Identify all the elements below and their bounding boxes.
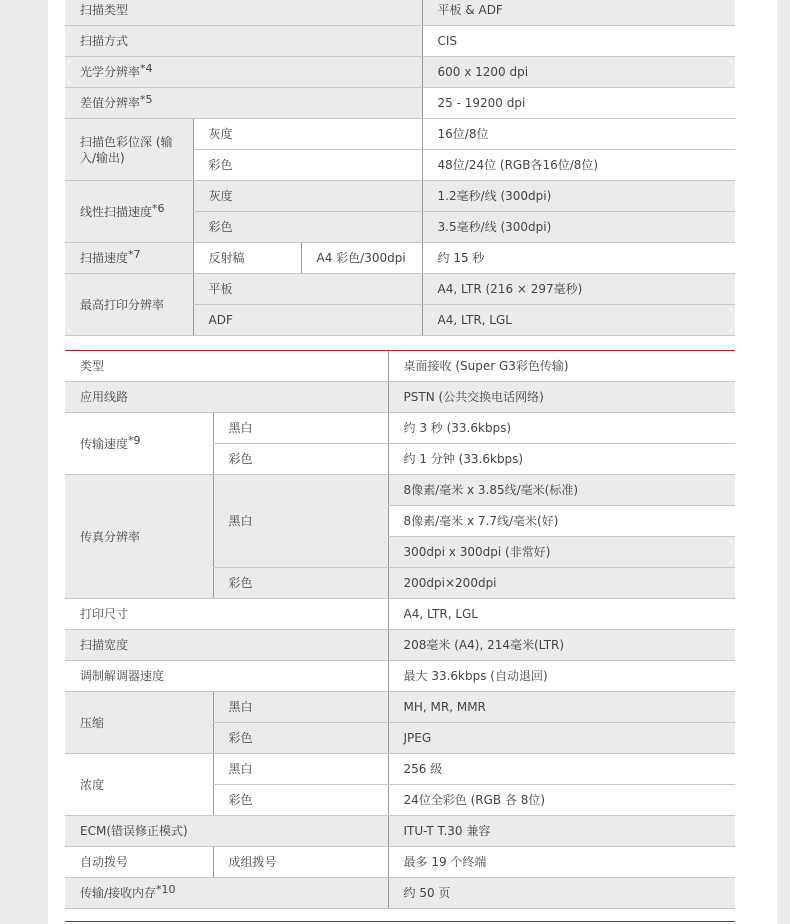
spec-page xyxy=(48,0,777,924)
table-row xyxy=(65,88,735,119)
spec-sublabel: 灰度 xyxy=(193,181,422,212)
spec-value: 256 级 xyxy=(388,754,735,785)
spec-sublabel: 黑白 xyxy=(213,692,388,723)
spec-value: 24位全彩色 (RGB 各 8位) xyxy=(388,785,735,816)
spec-value: PSTN (公共交换电话网络) xyxy=(388,382,735,413)
spec-value: JPEG xyxy=(388,723,735,754)
spec-label: 光学分辨率$^{*4}$ xyxy=(65,57,422,88)
footnote-ref: *9 xyxy=(128,433,141,447)
spec-label: 扫描色彩位深 (输入/输出) xyxy=(65,119,193,181)
table-row xyxy=(65,475,735,506)
spec-value: 桌面接收 (Super G3彩色传输) xyxy=(388,351,735,382)
spec-value: 25 - 19200 dpi xyxy=(422,88,735,119)
spec-label: 传输速度$^{*9}$ xyxy=(65,413,213,475)
spec-value: 约 15 秒 xyxy=(422,243,735,274)
table-row xyxy=(65,26,735,57)
spec-label: 应用线路 xyxy=(65,382,388,413)
spec-value: 200dpi×200dpi xyxy=(388,568,735,599)
spec-label: 浓度 xyxy=(65,754,213,816)
spec-value: 8像素/毫米 x 7.7线/毫米(好) xyxy=(388,506,735,537)
table-row xyxy=(65,847,735,878)
spec-sublabel: A4 彩色/300dpi xyxy=(301,243,422,274)
spec-label: 自动拨号 xyxy=(65,847,213,878)
footnote-ref: *6 xyxy=(152,201,165,215)
scanner-spec-table xyxy=(65,0,735,336)
spec-sublabel: ADF xyxy=(193,305,422,336)
spec-value: A4, LTR, LGL xyxy=(388,599,735,630)
section-divider xyxy=(65,921,735,922)
table-row xyxy=(65,661,735,692)
table-row xyxy=(65,382,735,413)
spec-sublabel: 反射稿 xyxy=(193,243,301,274)
fax-spec-table xyxy=(65,351,735,909)
footnote-ref: *5 xyxy=(140,93,153,106)
spec-label: 传输/接收内存$^{*10}$ xyxy=(65,878,388,909)
spec-label: 传真分辨率 xyxy=(65,475,213,599)
table-row xyxy=(65,0,735,26)
table-row xyxy=(65,351,735,382)
footnote-ref: *10 xyxy=(156,883,176,896)
table-row xyxy=(65,181,735,212)
table-row xyxy=(65,878,735,909)
spec-value: 平板 & ADF xyxy=(422,0,735,26)
spec-value: CIS xyxy=(422,26,735,57)
spec-value: 约 50 页 xyxy=(388,878,735,909)
spec-label: 类型 xyxy=(65,351,388,382)
spec-value: 208毫米 (A4), 214毫米(LTR) xyxy=(388,630,735,661)
spec-value: MH, MR, MMR xyxy=(388,692,735,723)
spec-sublabel: 彩色 xyxy=(193,212,422,243)
spec-sublabel: 灰度 xyxy=(193,119,422,150)
spec-label: ECM(错误修正模式) xyxy=(65,816,388,847)
spec-label: 压缩 xyxy=(65,692,213,754)
spec-sublabel: 彩色 xyxy=(213,568,388,599)
spec-value: 最多 19 个终端 xyxy=(388,847,735,878)
spec-value: 1.2毫秒/线 (300dpi) xyxy=(422,181,735,212)
spec-sublabel: 彩色 xyxy=(213,785,388,816)
spec-sublabel: 黑白 xyxy=(213,754,388,785)
table-row xyxy=(65,57,735,88)
spec-value: A4, LTR, LGL xyxy=(422,305,735,336)
spec-label: 扫描宽度 xyxy=(65,630,388,661)
table-row xyxy=(65,630,735,661)
table-row xyxy=(65,243,735,274)
table-row xyxy=(65,274,735,305)
spec-sublabel: 彩色 xyxy=(193,150,422,181)
spec-sublabel: 彩色 xyxy=(213,723,388,754)
spec-sublabel: 黑白 xyxy=(213,413,388,444)
spec-value: 16位/8位 xyxy=(422,119,735,150)
spec-label: 打印尺寸 xyxy=(65,599,388,630)
table-row xyxy=(65,599,735,630)
spec-sublabel: 成组拨号 xyxy=(213,847,388,878)
table-row xyxy=(65,816,735,847)
spec-value: 600 x 1200 dpi xyxy=(422,57,735,88)
table-row xyxy=(65,754,735,785)
spec-label: 调制解调器速度 xyxy=(65,661,388,692)
spec-value: A4, LTR (216 × 297毫秒) xyxy=(422,274,735,305)
spec-value: ITU-T T.30 兼容 xyxy=(388,816,735,847)
spec-value: 约 1 分钟 (33.6kbps) xyxy=(388,444,735,475)
spec-value: 3.5毫秒/线 (300dpi) xyxy=(422,212,735,243)
table-row xyxy=(65,413,735,444)
footnote-ref: *7 xyxy=(128,248,141,261)
footnote-ref: *4 xyxy=(140,62,153,75)
spec-value: 最大 33.6kbps (自动退回) xyxy=(388,661,735,692)
spec-label: 扫描速度$^{*7}$ xyxy=(65,243,193,274)
spec-sublabel: 彩色 xyxy=(213,444,388,475)
spec-label: 差值分辨率$^{*5}$ xyxy=(65,88,422,119)
spec-label: 最高打印分辨率 xyxy=(65,274,193,336)
spec-label: 线性扫描速度$^{*6}$ xyxy=(65,181,193,243)
table-row xyxy=(65,119,735,150)
table-row xyxy=(65,692,735,723)
spec-value: 300dpi x 300dpi (非常好) xyxy=(388,537,735,568)
spec-label: 扫描方式 xyxy=(65,26,422,57)
spec-sublabel: 平板 xyxy=(193,274,422,305)
spec-sublabel: 黑白 xyxy=(213,475,388,568)
spec-label: 扫描类型 xyxy=(65,0,422,26)
spec-value: 48位/24位 (RGB各16位/8位) xyxy=(422,150,735,181)
spec-value: 约 3 秒 (33.6kbps) xyxy=(388,413,735,444)
spec-value: 8像素/毫米 x 3.85线/毫米(标准) xyxy=(388,475,735,506)
